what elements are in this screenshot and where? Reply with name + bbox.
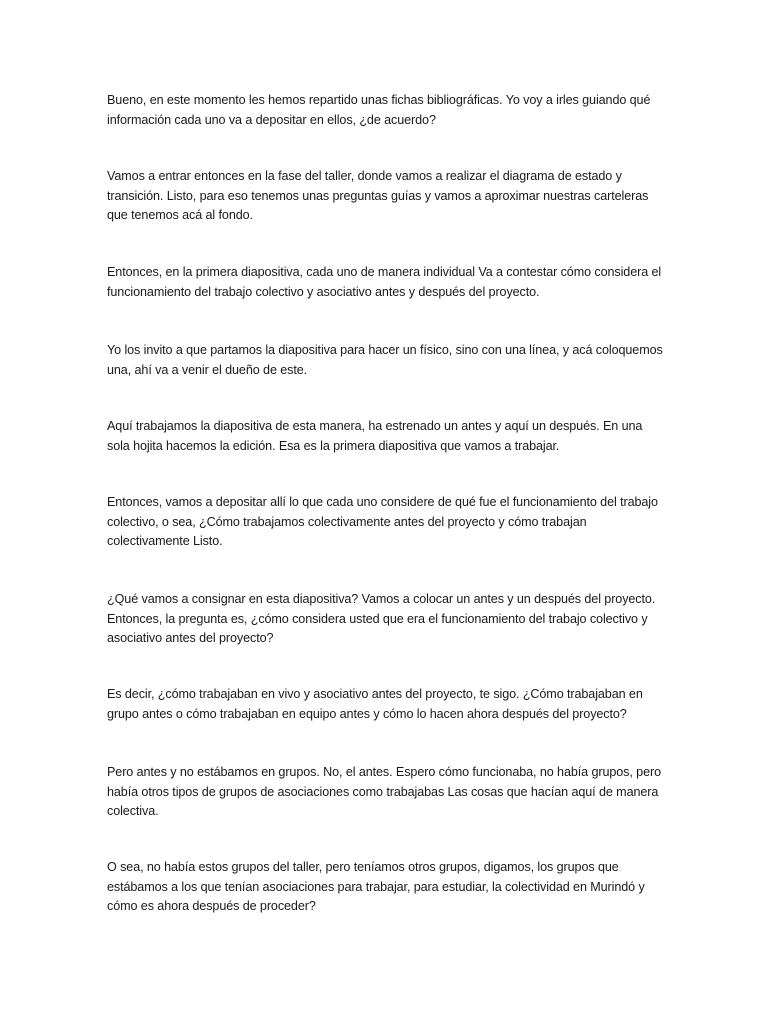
paragraph-6: Entonces, vamos a depositar allí lo que cada uno considere de qué fue el funcionamiento del trabajo colectivo, o sea, ¿Cómo trabajamos colectivamente antes del proyecto y cómo trabajan colectivamente Listo. (107, 495, 658, 548)
paragraph-4: Yo los invito a que partamos la diapositiva para hacer un físico, sino con una línea, y acá coloquemos una, ahí va a venir el dueño de este. (107, 343, 663, 377)
paragraph-2: Vamos a entrar entonces en la fase del taller, donde vamos a realizar el diagrama de estado y transición. Listo, para eso tenemos unas preguntas guías y vamos a aproximar nuestras carteleras que tenemos acá al fondo. (107, 169, 649, 222)
paragraph-1: Bueno, en este momento les hemos repartido unas fichas bibliográficas. Yo voy a irles guiando qué información cada uno va a depositar en ellos, ¿de acuerdo? (107, 93, 651, 127)
paragraph-3: Entonces, en la primera diapositiva, cada uno de manera individual Va a contestar cómo considera el funcionamiento del trabajo colectivo y asociativo antes y después del proyecto. (107, 265, 662, 299)
paragraph-9: Pero antes y no estábamos en grupos. No, el antes. Espero cómo funcionaba, no había grupos, pero había otros tipos de grupos de asociaciones como trabajabas Las cosas que hacían aquí de manera colectiva. (107, 765, 661, 818)
paragraph-5: Aquí trabajamos la diapositiva de esta manera, ha estrenado un antes y aquí un después. En una sola hojita hacemos la edición. Esa es la primera diapositiva que vamos a trabajar. (107, 419, 643, 453)
paragraph-8: Es decir, ¿cómo trabajaban en vivo y asociativo antes del proyecto, te sigo. ¿Cómo trabajaban en grupo antes o cómo trabajaban en equipo antes y cómo lo hacen ahora después del proyecto? (107, 687, 643, 721)
paragraph-10: O sea, no había estos grupos del taller, pero teníamos otros grupos, digamos, los grupos que estábamos a los que tenían asociaciones para trabajar, para estudiar, la colectividad en Murindó y cómo es ahora después de proceder? (107, 860, 645, 913)
paragraph-7: ¿Qué vamos a consignar en esta diapositiva? Vamos a colocar un antes y un después del proyecto. Entonces, la pregunta es, ¿cómo considera usted que era el funcionamiento del trabajo colectivo y asociativo antes del proyecto? (107, 592, 656, 645)
